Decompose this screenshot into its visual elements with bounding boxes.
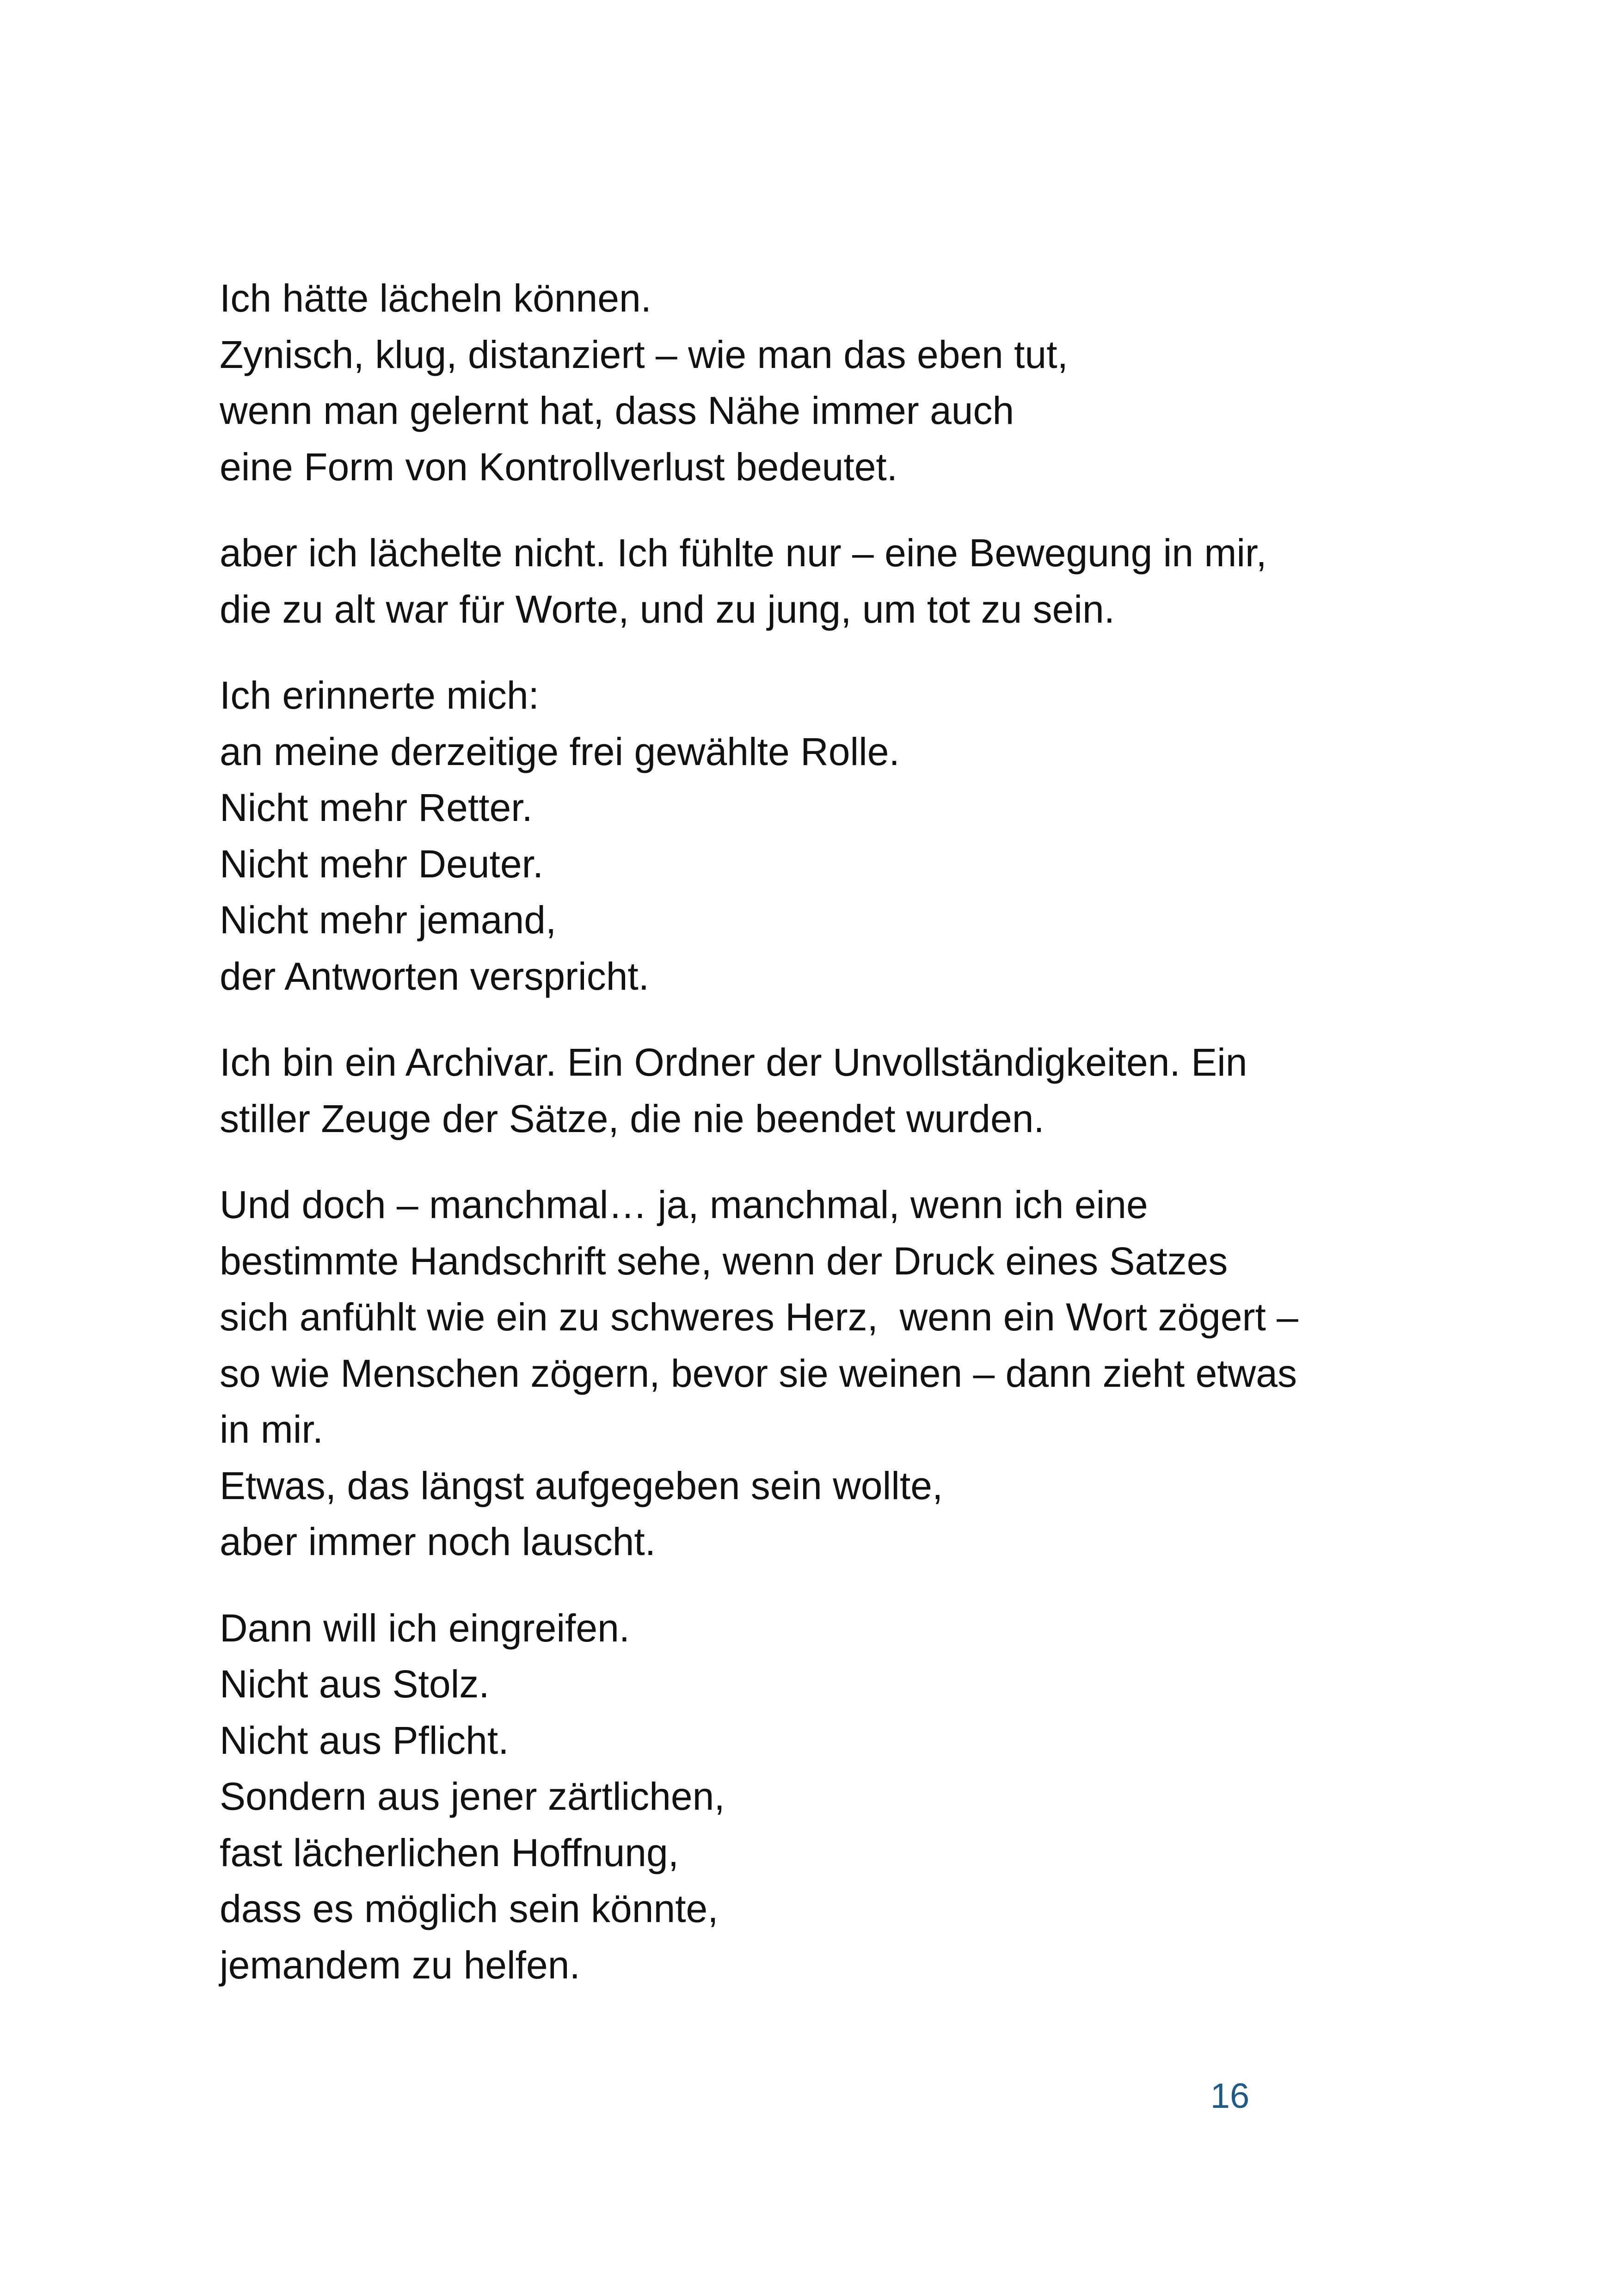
text-line: wenn man gelernt hat, dass Nähe immer auch (220, 389, 1014, 432)
text-line: Sondern aus jener zärtlichen, (220, 1775, 725, 1818)
text-line: Ich erinnerte mich: (220, 673, 539, 717)
text-line: Nicht mehr Retter. (220, 786, 533, 829)
text-line: Ich hätte lächeln können. (220, 276, 652, 320)
text-line: Etwas, das längst aufgegeben sein wollte, (220, 1463, 943, 1507)
text-line: die zu alt war für Worte, und zu jung, um tot zu sein. (220, 587, 1115, 631)
paragraph-4 (220, 1035, 1403, 1147)
paragraph-1 (220, 270, 1403, 495)
text-line: der Antworten verspricht. (220, 954, 650, 998)
body-text (220, 270, 1403, 2023)
text-line: Nicht mehr Deuter. (220, 842, 544, 886)
text-line: aber immer noch lauscht. (220, 1520, 656, 1563)
text-line: stiller Zeuge der Sätze, die nie beendet wurden. (220, 1096, 1044, 1140)
page-number: 16 (1210, 2076, 1250, 2116)
text-line: aber ich lächelte nicht. Ich fühlte nur – eine Bewegung in mir, (220, 531, 1267, 575)
text-line: jemandem zu helfen. (220, 1943, 580, 1987)
paragraph-2 (220, 525, 1403, 637)
text-line: fast lächerlichen Hoffnung, (220, 1831, 679, 1874)
paragraph-3 (220, 667, 1403, 1004)
text-line: in mir. (220, 1408, 324, 1451)
text-line: Nicht aus Pflicht. (220, 1718, 509, 1762)
text-line: so wie Menschen zögern, bevor sie weinen – dann zieht etwas (220, 1351, 1297, 1395)
text-line: Nicht mehr jemand, (220, 898, 557, 942)
text-line: Zynisch, klug, distanziert – wie man das eben tut, (220, 332, 1068, 376)
text-line: Ich bin ein Archivar. Ein Ordner der Unvollständigkeiten. Ein (220, 1041, 1247, 1084)
text-line: Dann will ich eingreifen. (220, 1606, 630, 1650)
text-line: eine Form von Kontrollverlust bedeutet. (220, 445, 898, 489)
text-line: Nicht aus Stolz. (220, 1662, 490, 1706)
paragraph-6 (220, 1600, 1403, 1994)
text-line: an meine derzeitige frei gewählte Rolle. (220, 729, 900, 773)
text-line: bestimmte Handschrift sehe, wenn der Druck eines Satzes (220, 1239, 1228, 1283)
text-line: sich anfühlt wie ein zu schweres Herz, wenn ein Wort zögert – (220, 1295, 1298, 1339)
text-line: dass es möglich sein könnte, (220, 1887, 719, 1930)
paragraph-5 (220, 1177, 1403, 1570)
text-line: Und doch – manchmal… ja, manchmal, wenn ich eine (220, 1183, 1148, 1226)
